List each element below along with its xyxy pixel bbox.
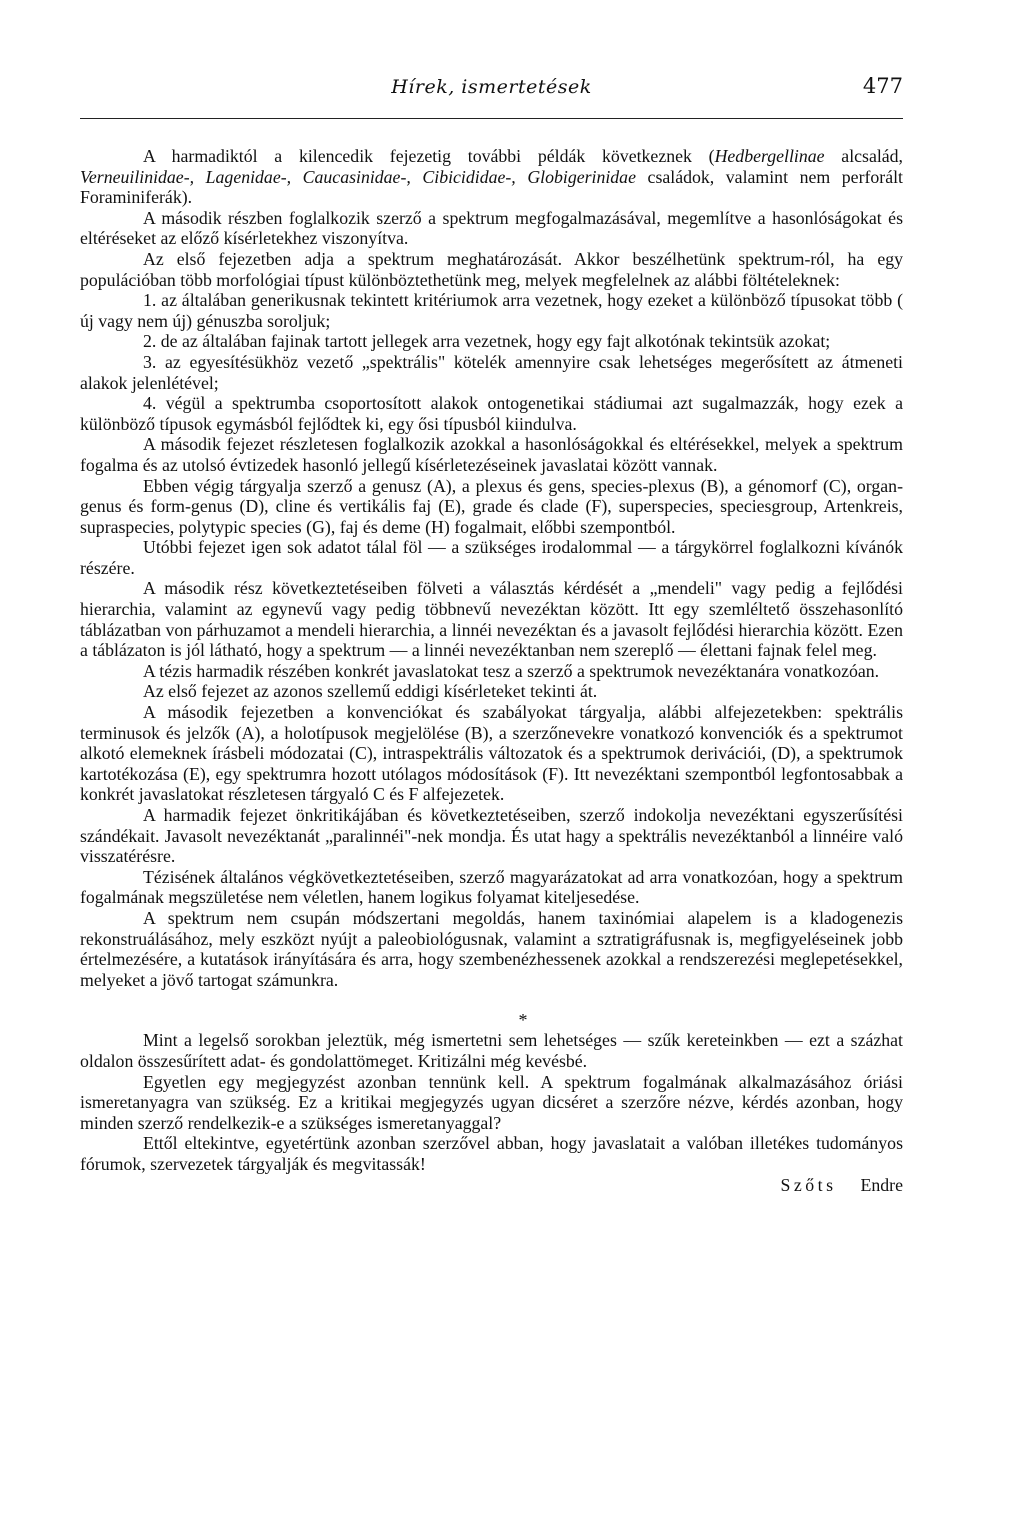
paragraph: A harmadik fejezet önkritikájában és következtetéseiben, szerző indokolja nevezéktani egyszerűsítési szándékait. Javasolt nevezéktanát „paralinnéi"-nek mondja. És utat hagy a spektrális nevezéktanból a linnéire való visszatérésre.: [80, 805, 903, 867]
list-item: 2. de az általában fajinak tartott jellegek arra vezetnek, hogy egy fajt alkotónak tekintsük azokat;: [143, 331, 831, 352]
list-item: 1. az általában generikusnak tekintett kritériumok arra vezetnek, hogy ezeket a különböző típusokat több ( új vagy nem új) génuszba soroljuk;: [80, 290, 903, 331]
paragraph: Mint a legelső sorokban jeleztük, még ismertetni sem lehetséges — szűk kereteinkben — ezt a százhat oldalon összesűrített adat- és gondolattömeget. Kritizálni még kevésbé.: [80, 1030, 903, 1071]
paragraph: Ebben végig tárgyalja szerző a genusz (A), a plexus és gens, species-plexus (B), a génomorf (C), organ-genus és form-genus (D), cline és vertikális faj (E), grade és clade (F), superspecies, speciesgroup, Artenkreis, supraspecies, polytypic species (G), faj és deme (H) fogalmait, előbbi szempontból.: [80, 475, 903, 537]
paragraph: Egyetlen egy megjegyzést azonban tennünk kell. A spektrum fogalmának alkalmazásához óriási ismeretanyagra van szükség. Ez a kritikai megjegyzés ugyan dicséret a szerzőre nézve, kérdés azonban, hogy minden szerző rendelkezik-e a szükséges ismeretanyaggal?: [80, 1071, 903, 1133]
paragraph: Utóbbi fejezet igen sok adatot tálal föl — a szükséges irodalommal — a tárgykörrel foglalkozni kívánók részére.: [80, 537, 903, 578]
paragraph: A második rész következtetéseiben fölveti a választás kérdését a „mendeli" vagy pedig a fejlődési hierarchia, valamint az egynevű vagy pedig többnevű nevezéktan között. Itt egy szemléltető összehasonlító táblázatban von párhuzamot a mendeli hierarchia, a linnéi nevezéktan és a javasolt fejlődési hierarchia között. Ezen a táblázaton is jól látható, hogy a spektrum — a linnéi nevezéktanban nem szereplő — élettani fajnak felel meg.: [80, 578, 903, 661]
paragraph: Az első fejezetben adja a spektrum meghatározását. Akkor beszélhetünk spektrum-ról, ha egy populációban több morfológiai típust különböztethetünk meg, melyek megfelelnek az alábbi föltételeknek:: [80, 248, 903, 290]
paragraph: A spektrum nem csupán módszertani megoldás, hanem taxinómiai alapelem is a kladogenezis rekonstruálásához, mely eszközt nyújt a paleobiológusnak, valamint a sztratigráfusnak is, megfigyeléseinek jobb értelmezésére, a kutatások irányítására és arra, hogy szembenézhessenek azokkal a rendszerezési meglepetésekkel, melyeket a jövő tartogat számunkra.: [80, 907, 903, 990]
article-body: [80, 146, 903, 1195]
author-surname: Szőts: [780, 1174, 837, 1195]
paragraph: A tézis harmadik részében konkrét javaslatokat tesz a szerző a spektrumok nevezéktanára vonatkozóan.: [143, 660, 880, 681]
list-item: 3. az egyesítésükhöz vezető „spektrális" kötelék amennyire csak lehetséges megerősített az átmeneti alakok jelenlétével;: [80, 351, 903, 393]
paragraph: Az első fejezet az azonos szellemű eddigi kísérleteket tekinti át.: [143, 681, 598, 702]
paragraph: Tézisének általános végkövetkeztetéseiben, szerző magyarázatokat ad arra vonatkozóan, hogy a spektrum fogalmának megszületése nem véletlen, hanem logikus folyamat kiteljesedése.: [80, 866, 903, 908]
paragraph: A második fejezet részletesen foglalkozik azokkal a hasonlóságokkal és eltérésekkel, melyek a spektrum fogalma és az utolsó évtizedek hasonló jellegű kísérletezéseinek javaslatai között vannak.: [80, 434, 903, 475]
list-item: 4. végül a spektrumba csoportosított alakok ontogenetikai stádiumai azt sugalmazzák, hogy ezek a különböző típusok egymásból fejlődtek ki, egy ősi típusból kiindulva.: [80, 393, 903, 434]
running-title: Hírek, ismertetések: [391, 76, 592, 98]
author-signature: [80, 1175, 903, 1196]
section-separator: *: [518, 1010, 528, 1031]
paragraph: A második részben foglalkozik szerző a spektrum megfogalmazásával, megemlítve a hasonlóságokat és eltéréseket az előző kísérletekhez viszonyítva.: [80, 207, 903, 249]
page-number: 477: [862, 74, 903, 98]
taxon-names: Verneuilinidae-, Lagenidae-, Caucasinidae-, Cibicididae-, Globigerinidae: [80, 166, 636, 187]
paragraph: A második fejezetben a konvenciókat és szabályokat tárgyalja, alábbi alfejezetekben: spektrális terminusok és jelzők (A), a holotípusok megjelölése (B), a szerzőnevekre vonatkozó konvenciók és a spektrumot alkotó elemeknek írásbeli módozatai (C), intraspektrális változatok és a spektrumok derivációi, (D), a spektrumok kartotékozása (E), egy spektrumra hozott utólagos módosítások (F). Itt nevezéktani szempontból legfontosabbak a konkrét javaslatokat részletesen tárgyaló C és F alfejezetek.: [80, 702, 903, 805]
taxon-name: Hedbergellinae: [714, 146, 825, 166]
paragraph: Ettől eltekintve, egyetértünk azonban szerzővel abban, hogy javaslatait a valóban illetékes tudományos fórumok, szervezetek tárgyalják és megvitassák!: [80, 1133, 903, 1174]
page-header: [80, 68, 903, 119]
author-given-name: Endre: [860, 1174, 903, 1195]
paragraph: A harmadiktól a kilencedik fejezetig további példák következnek (Hedbergellinae alcsalád, Verneuilinidae-, Lagenidae-, Caucasinidae-, Cibicididae-, Globigerinidae családok, valamint nem perforált Foraminiferák).: [80, 146, 904, 208]
